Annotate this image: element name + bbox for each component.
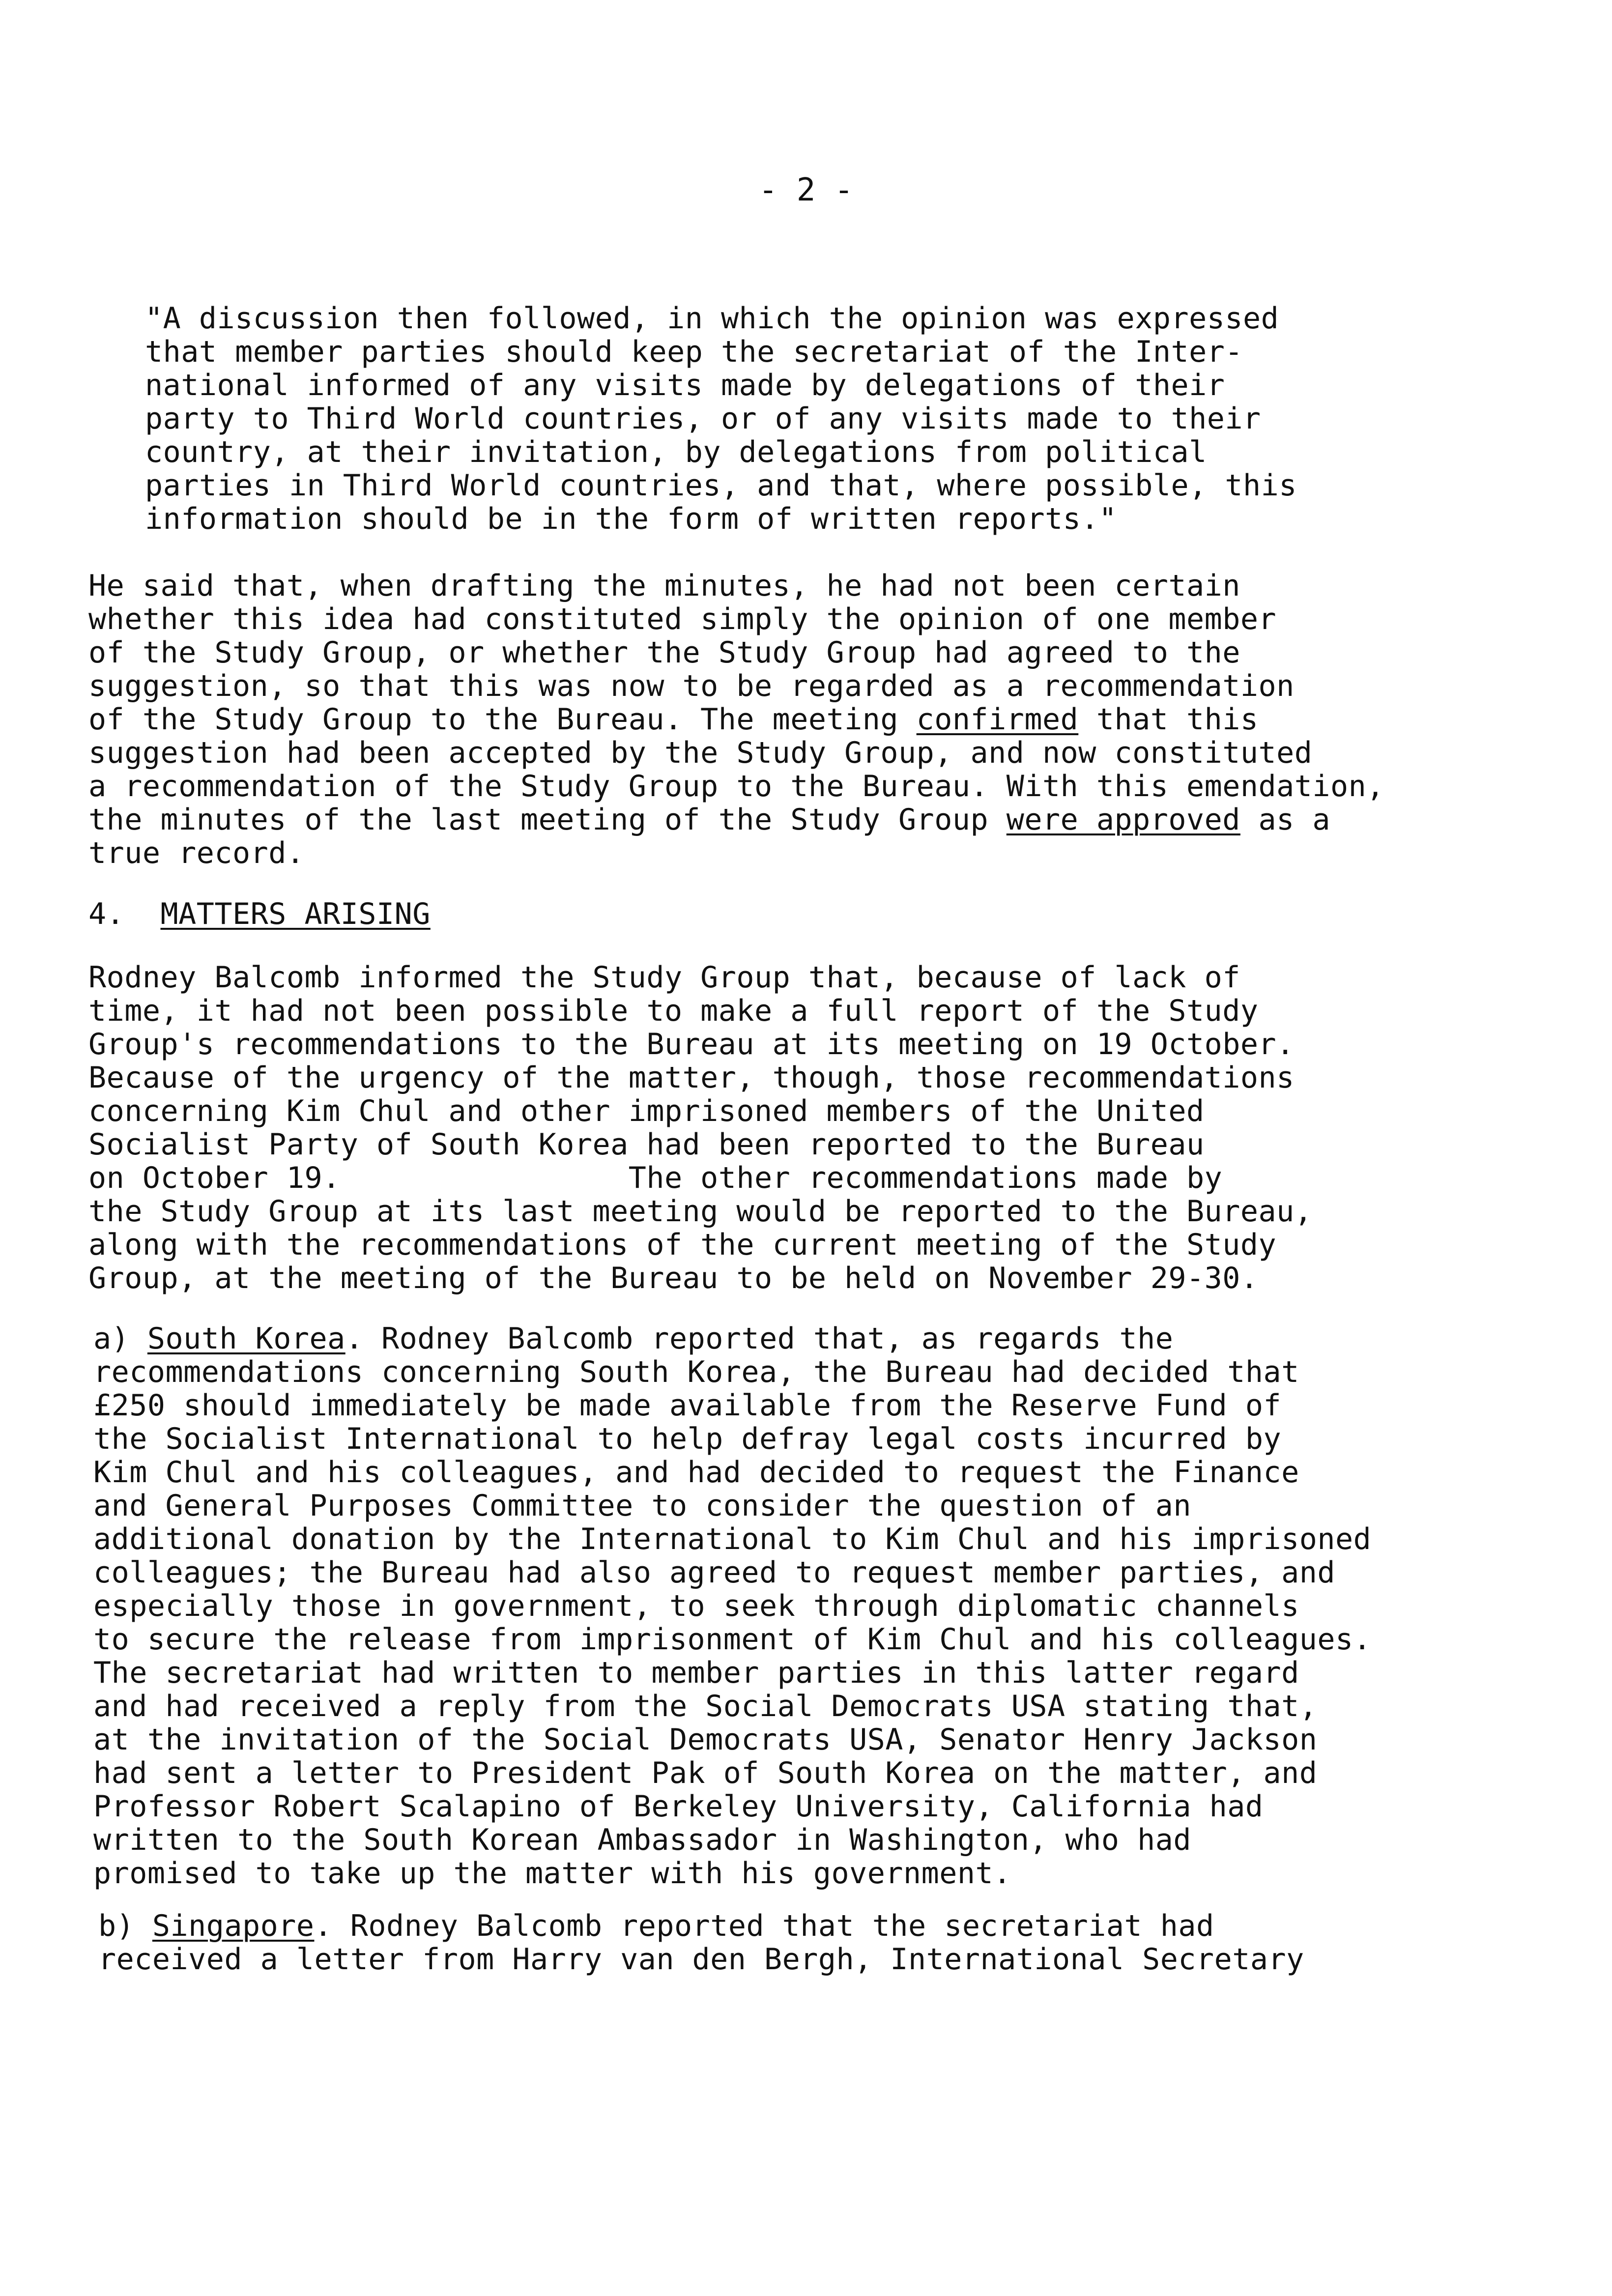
item-label: a) (93, 1321, 147, 1356)
paragraph-line: The secretariat had written to member parties in this latter regard (93, 1656, 1299, 1690)
paragraph-line (88, 703, 1384, 736)
section-heading (88, 897, 431, 931)
paragraph-line (93, 1322, 1371, 1355)
underlined-confirmed: confirmed (916, 702, 1079, 737)
paragraph-line: had sent a letter to President Pak of South Korea on the matter, and (93, 1756, 1318, 1790)
line-text: . Rodney Balcomb reported that, as regards the (345, 1321, 1174, 1356)
paragraph-line: written to the South Korean Ambassador in Washington, who had (93, 1823, 1192, 1857)
paragraph-line: true record. (88, 836, 305, 870)
page-number: - 2 - (758, 172, 854, 208)
section-number: 4. (88, 897, 125, 931)
quote-line: information should be in the form of written reports." (145, 502, 1117, 536)
paragraph-line: He said that, when drafting the minutes, he had not been certain (88, 569, 1240, 603)
paragraph-line: Rodney Balcomb informed the Study Group that, because of lack of (88, 960, 1240, 995)
paragraph-line: recommendations concerning South Korea, the Bureau had decided that (93, 1355, 1299, 1389)
paragraph-line: Socialist Party of South Korea had been reported to the Bureau (88, 1127, 1205, 1162)
subheading-south-korea: South Korea (147, 1321, 345, 1356)
item-label: b) (98, 1909, 152, 1943)
line-text: that this (1078, 702, 1259, 737)
quote-line: country, at their invitation, by delegations from political (145, 435, 1207, 469)
paragraph-line: Group's recommendations to the Bureau at its meeting on 19 October. (88, 1027, 1295, 1062)
paragraph-line: Because of the urgency of the matter, though, those recommendations (88, 1061, 1295, 1095)
line-text: of the Study Group to the Bureau. The meeting (88, 702, 917, 737)
paragraph-line: suggestion had been accepted by the Study Group, and now constituted (88, 736, 1313, 770)
paragraph-line (98, 1909, 1304, 1943)
paragraph-line: along with the recommendations of the current meeting of the Study (88, 1228, 1277, 1262)
paragraph-line: and had received a reply from the Social Democrats USA stating that, (93, 1689, 1318, 1723)
paragraph-singapore (98, 1909, 1304, 1976)
paragraph-line: received a letter from Harry van den Bergh, International Secretary (98, 1942, 1304, 1977)
paragraph-line: a recommendation of the Study Group to the Bureau. With this emendation, (88, 769, 1384, 804)
paragraph-matters-arising (88, 961, 1312, 1295)
underlined-were-approved: were approved (1006, 803, 1240, 837)
paragraph-line: whether this idea had constituted simply the opinion of one member (88, 602, 1277, 636)
quote-line: national informed of any visits made by delegations of their (145, 368, 1225, 402)
line-text: the minutes of the last meeting of the Study Group (88, 803, 1007, 837)
line-text: as a (1240, 803, 1331, 837)
paragraph-line: especially those in government, to seek through diplomatic channels (93, 1589, 1299, 1623)
subheading-singapore: Singapore (152, 1909, 315, 1943)
section-title: MATTERS ARISING (160, 897, 431, 931)
quote-line: parties in Third World countries, and that, where possible, this (145, 468, 1297, 503)
paragraph-line: time, it had not been possible to make a full report of the Study (88, 994, 1259, 1028)
paragraph-line: Professor Robert Scalapino of Berkeley University, California had (93, 1789, 1264, 1824)
heading-line (88, 897, 431, 931)
paragraph-line: colleagues; the Bureau had also agreed to request member parties, and (93, 1555, 1335, 1590)
paragraph-line: promised to take up the matter with his government. (93, 1856, 1011, 1891)
paragraph-line: the Socialist International to help defray legal costs incurred by (93, 1422, 1282, 1456)
paragraph-line: at the invitation of the Social Democrats USA, Senator Henry Jackson (93, 1722, 1318, 1757)
paragraph-line (88, 803, 1384, 836)
paragraph-line: additional donation by the International to Kim Chul and his imprisoned (93, 1522, 1372, 1556)
quote-line: that member parties should keep the secretariat of the Inter- (145, 335, 1243, 369)
paragraph-line: to secure the release from imprisonment of Kim Chul and his colleagues. (93, 1622, 1372, 1657)
paragraph-line: Group, at the meeting of the Bureau to be held on November 29-30. (88, 1261, 1259, 1295)
paragraph-line: and General Purposes Committee to consider the question of an (93, 1489, 1192, 1523)
paragraph-line: of the Study Group, or whether the Study Group had agreed to the (88, 635, 1240, 670)
paragraph-minutes-approval (88, 569, 1384, 870)
quote-line: party to Third World countries, or of any visits made to their (145, 402, 1261, 436)
paragraph-line: on October 19. The other recommendations made by (88, 1161, 1223, 1195)
paragraph-line: the Study Group at its last meeting would be reported to the Bureau, (88, 1194, 1313, 1229)
paragraph-line: £250 should immediately be made available from the Reserve Fund of (93, 1388, 1282, 1423)
line-text: . Rodney Balcomb reported that the secretariat had (314, 1909, 1214, 1943)
paragraph-line: suggestion, so that this was now to be regarded as a recommendation (88, 669, 1295, 703)
quoted-passage (145, 302, 1297, 536)
quote-line: "A discussion then followed, in which the opinion was expressed (145, 301, 1279, 336)
paragraph-line: Kim Chul and his colleagues, and had decided to request the Finance (93, 1455, 1299, 1490)
paragraph-line: concerning Kim Chul and other imprisoned members of the United (88, 1094, 1205, 1128)
paragraph-south-korea (93, 1322, 1371, 1890)
